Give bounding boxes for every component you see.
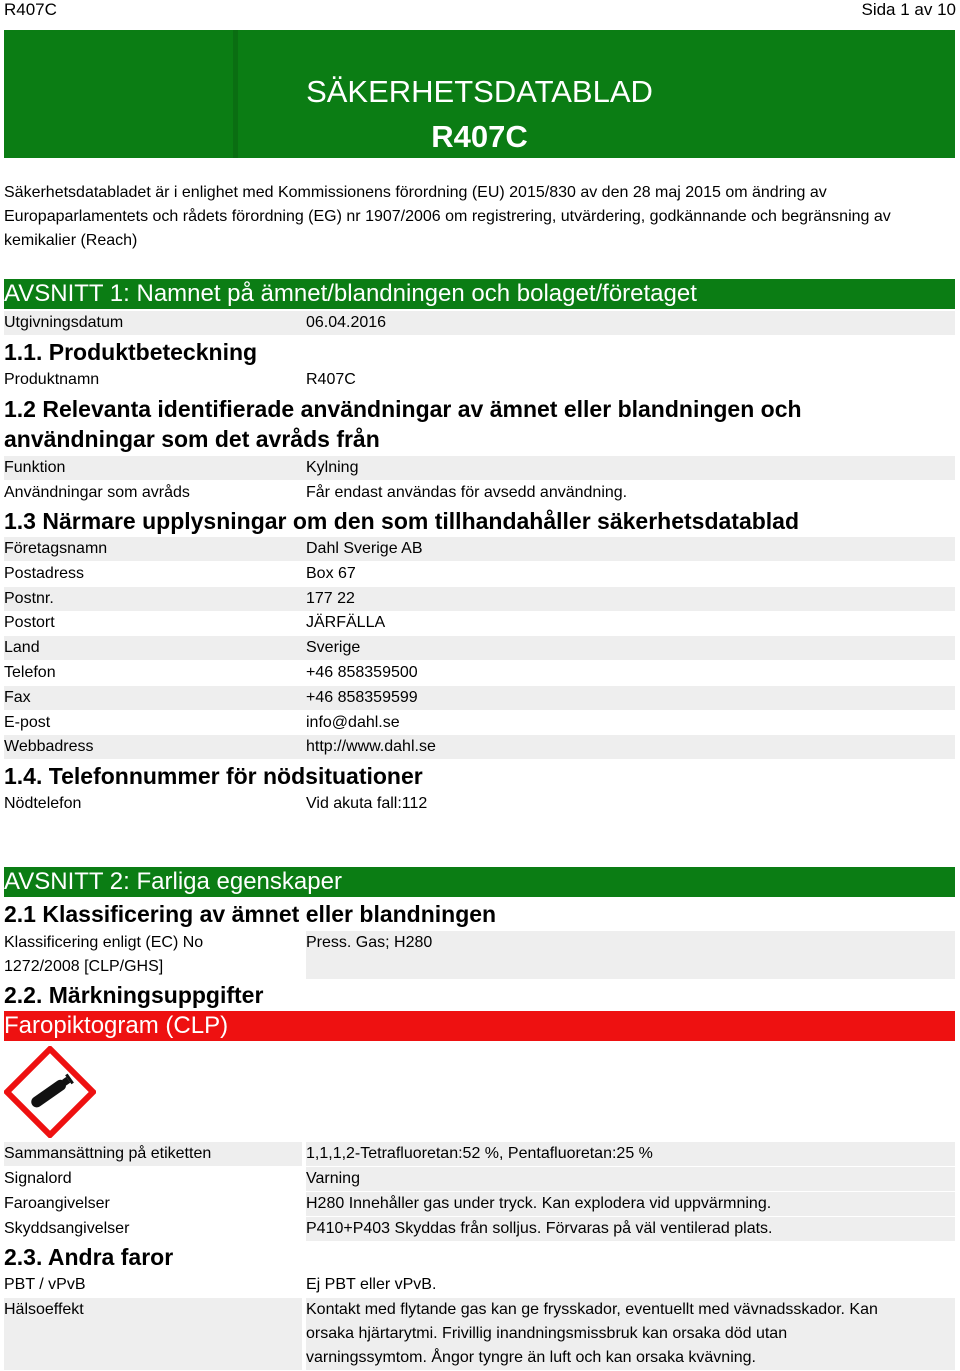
emergency-phone-row [4, 792, 955, 816]
pbt-label: PBT / vPvB [4, 1276, 86, 1293]
supplier-value: JÄRFÄLLA [306, 614, 386, 631]
gas-cylinder-icon [4, 1046, 96, 1138]
classification-label [4, 931, 294, 979]
subsection-2-1: 2.1 Klassificering av ämnet eller blandningen [4, 901, 497, 927]
supplier-row [4, 661, 955, 685]
emergency-phone-value: Vid akuta fall:112 [306, 795, 428, 812]
supplier-label: Postort [4, 614, 55, 631]
supplier-label: Företagsnamn [4, 540, 108, 557]
label-element-key: Faroangivelser [4, 1195, 110, 1212]
supplier-row [4, 686, 955, 710]
emergency-phone-label: Nödtelefon [4, 795, 82, 812]
label-element-row [4, 1167, 955, 1191]
issue-date-label: Utgivningsdatum [4, 314, 124, 331]
label-element-key: Skyddsangivelser [4, 1220, 130, 1237]
product-name-label: Produktnamn [4, 371, 100, 388]
page-header [0, 0, 960, 22]
section-2-heading: AVSNITT 2: Farliga egenskaper [4, 867, 955, 897]
supplier-row [4, 735, 955, 759]
supplier-value: Sverige [306, 639, 361, 656]
intro-text: Säkerhetsdatabladet är i enlighet med Kommissionens förordning (EU) 2015/830 av den 28 maj 2015 om ändring av Europaparlamentets och rådets förordning (EG) nr 1907/2006 om registrering, utvärdering, godkännande och begränsning av kemikalier (Reach) [4, 184, 891, 249]
supplier-label: Telefon [4, 664, 56, 681]
supplier-value: Box 67 [306, 565, 356, 582]
pbt-value: Ej PBT eller vPvB. [306, 1276, 437, 1293]
document-title: SÄKERHETSDATABLAD [306, 74, 653, 109]
supplier-value: 177 22 [306, 590, 355, 607]
health-effect-value: Kontakt med flytande gas kan ge frysskador, eventuellt med vävnadsskador. Kan orsaka hjärtarytmi. Frivillig inandningsmissbruk kan orsaka död utan varningssymtom. Ångor tyngre än luft och kan orsaka kvävning. [306, 1301, 878, 1366]
function-value: Kylning [306, 459, 359, 476]
product-name-row [4, 368, 955, 392]
supplier-row [4, 636, 955, 660]
advised-against-row [4, 481, 955, 505]
subsection-2-3: 2.3. Andra faror [4, 1244, 174, 1270]
supplier-row [4, 537, 955, 561]
supplier-row [4, 711, 955, 735]
section-1-heading: AVSNITT 1: Namnet på ämnet/blandningen och bolaget/företaget [4, 279, 955, 309]
supplier-value: +46 858359500 [306, 664, 418, 681]
issue-date-value: 06.04.2016 [306, 314, 387, 331]
label-element-value: Varning [306, 1170, 360, 1187]
advised-against-value: Får endast användas för avsedd användning. [306, 484, 628, 501]
label-element-key: Sammansättning på etiketten [4, 1145, 212, 1162]
supplier-row [4, 611, 955, 635]
classification-row [4, 931, 955, 979]
label-element-row [4, 1192, 955, 1216]
pbt-row [4, 1273, 955, 1297]
function-row [4, 456, 955, 480]
supplier-label: Postadress [4, 565, 85, 582]
classification-label-line-1: Klassificering enligt (EC) No [4, 934, 204, 951]
supplier-label: Fax [4, 689, 31, 706]
label-element-row [4, 1217, 955, 1241]
subsection-1-1: 1.1. Produktbeteckning [4, 339, 258, 365]
subsection-1-3: 1.3 Närmare upplysningar om den som tillhandahåller säkerhetsdatablad [4, 508, 800, 534]
issue-date-row [4, 311, 955, 335]
page-number: Sida 1 av 10 [861, 0, 956, 19]
advised-against-label: Användningar som avråds [4, 484, 190, 501]
supplier-label: Postnr. [4, 590, 54, 607]
subsection-2-2: 2.2. Märkningsuppgifter [4, 982, 264, 1008]
supplier-row [4, 587, 955, 611]
health-effect-row [4, 1298, 955, 1370]
subsection-1-2: 1.2 Relevanta identifierade användningar av ämnet eller blandningen och användningar som det avråds från [4, 396, 802, 452]
label-element-value: H280 Innehåller gas under tryck. Kan explodera vid uppvärmning. [306, 1195, 772, 1212]
label-element-value: 1,1,1,2-Tetrafluoretan:52 %, Pentafluoretan:25 % [306, 1145, 653, 1162]
function-label: Funktion [4, 459, 66, 476]
label-element-value: P410+P403 Skyddas från solljus. Förvaras på väl ventilerad plats. [306, 1220, 773, 1237]
product-name-value: R407C [306, 371, 356, 388]
classification-value: Press. Gas; H280 [306, 934, 433, 951]
label-element-key: Signalord [4, 1170, 72, 1187]
subsection-1-4: 1.4. Telefonnummer för nödsituationer [4, 763, 423, 789]
supplier-row [4, 562, 955, 586]
product-title: R407C [431, 119, 528, 154]
title-banner [4, 30, 955, 158]
supplier-value: Dahl Sverige AB [306, 540, 423, 557]
doc-code: R407C [4, 0, 57, 19]
supplier-label: Webbadress [4, 738, 94, 755]
supplier-value: info@dahl.se [306, 714, 400, 731]
supplier-value: +46 858359599 [306, 689, 418, 706]
health-effect-label: Hälsoeffekt [4, 1301, 84, 1318]
label-element-row [4, 1142, 955, 1166]
classification-label-line-2: 1272/2008 [CLP/GHS] [4, 958, 164, 975]
supplier-label: E-post [4, 714, 51, 731]
supplier-value: http://www.dahl.se [306, 738, 436, 755]
supplier-label: Land [4, 639, 40, 656]
pictogram-heading: Faropiktogram (CLP) [4, 1011, 955, 1041]
